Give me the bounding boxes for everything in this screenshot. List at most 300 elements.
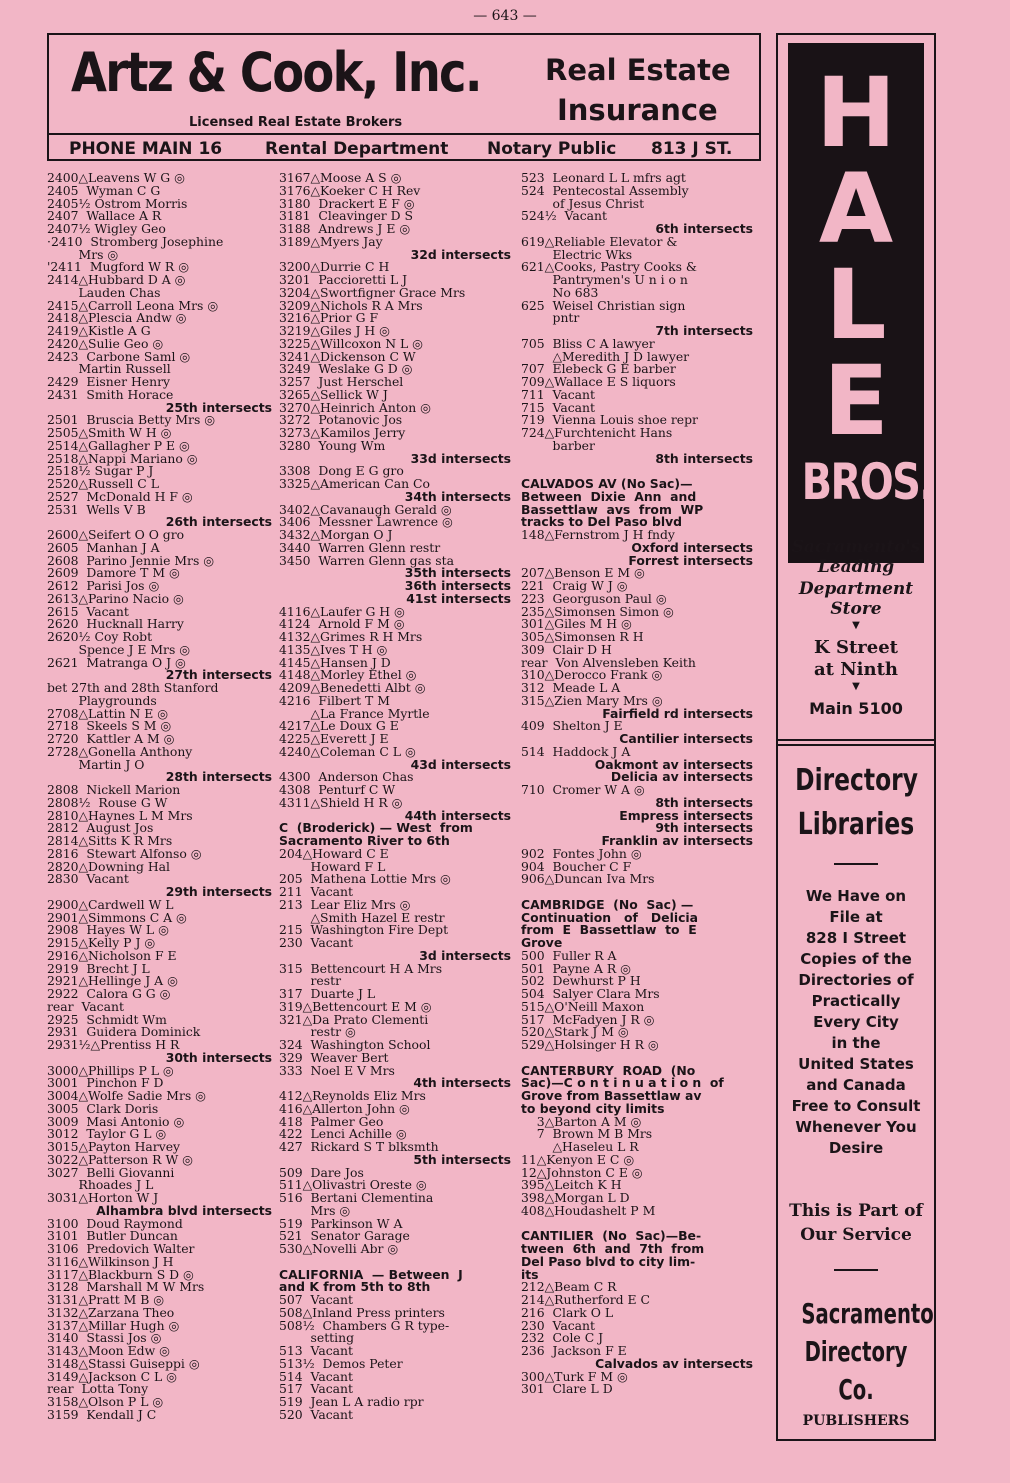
- directory-entry: 514 Vacant: [279, 1368, 354, 1384]
- directory-entry: 3031△Horton W J: [47, 1190, 159, 1205]
- directory-entry: 2418△Plescia Andw ◎: [47, 310, 187, 326]
- directory-entry: 3432△Morgan O J: [279, 527, 393, 542]
- street-intersection: Empress intersects: [619, 807, 753, 823]
- directory-entry: 619△Reliable Elevator &: [521, 233, 678, 249]
- directory-entry: 511△Olivastri Oreste ◎: [279, 1177, 427, 1193]
- artz-phone: PHONE MAIN 16: [69, 139, 223, 159]
- directory-entry: 2501 Bruscia Betty Mrs ◎: [47, 412, 216, 428]
- directory-entry: 4145△Hansen J D: [279, 654, 391, 670]
- directory-entry: 2527 McDonald H F ◎: [47, 488, 193, 504]
- street-intersection: Franklin av intersects: [601, 833, 753, 848]
- directory-entry: 3225△Willcoxon N L ◎: [279, 335, 423, 351]
- directory-entry: 523 Leonard L L mfrs agt: [521, 170, 686, 185]
- dir-part-1: This is Part of: [789, 1201, 923, 1221]
- directory-entry: 11△Kenyon E C ◎: [521, 1151, 635, 1167]
- directory-entry: 2505△Smith W H ◎: [47, 425, 172, 440]
- street-heading: Bassettlaw avs from WP: [521, 501, 704, 517]
- directory-entry: 904 Boucher C F: [521, 858, 632, 874]
- directory-entry: 2810△Haynes L M Mrs: [47, 807, 193, 823]
- directory-entry: 3116△Wilkinson J H: [47, 1253, 174, 1269]
- directory-entry: 508△Inland Press printers: [279, 1304, 445, 1320]
- directory-entry: 2429 Eisner Henry: [47, 374, 170, 389]
- directory-entry: 235△Simonsen Simon ◎: [521, 603, 674, 619]
- directory-entry: No 683: [521, 284, 599, 300]
- street-heading: tween 6th and 7th from: [521, 1241, 705, 1256]
- directory-entry: 4209△Benedetti Albt ◎: [279, 680, 426, 695]
- artz-notary: Notary Public: [487, 139, 617, 159]
- street-heading: C (Broderick) — West from: [279, 820, 473, 836]
- directory-entry: 3273△Kamilos Jerry: [279, 425, 406, 440]
- directory-entry: 7 Brown M B Mrs: [521, 1126, 653, 1142]
- directory-entry: 3440 Warren Glenn restr: [279, 539, 441, 555]
- artz-address: 813 J ST.: [651, 139, 733, 159]
- artz-cook-name: Artz & Cook, Inc.: [71, 41, 481, 104]
- directory-entry: 724△Furchtenicht Hans: [521, 425, 673, 440]
- directory-entry: 2718 Skeels S M ◎: [47, 718, 172, 734]
- directory-entry: 310△Derocco Frank ◎: [521, 667, 663, 683]
- street-intersection: 4th intersects: [413, 1075, 511, 1091]
- street-heading: tracks to Del Paso blvd: [521, 514, 683, 530]
- directory-entry: restr ◎: [279, 1024, 356, 1040]
- directory-entry: 216 Clark O L: [521, 1304, 614, 1320]
- directory-entry: 504 Salyer Clara Mrs: [521, 986, 660, 1001]
- dir-title-1: Directory: [795, 763, 918, 798]
- directory-entry: 3143△Moon Edw ◎: [47, 1343, 170, 1358]
- directory-column-2: [279, 172, 511, 1422]
- street-intersection: 8th intersects: [655, 450, 753, 466]
- directory-entry: 398△Morgan L D: [521, 1190, 630, 1205]
- directory-entry: 148△Fernstrom J H fndy: [521, 527, 675, 542]
- directory-entry: 3012 Taylor G L ◎: [47, 1126, 167, 1142]
- directory-entry: 520△Stark J M ◎: [521, 1024, 629, 1040]
- hale-letter-h: H: [815, 57, 897, 169]
- directory-entry: 305△Simonsen R H: [521, 629, 644, 644]
- directory-entry: 395△Leitch K H: [521, 1177, 622, 1193]
- directory-entry: 2931 Guidera Dominick: [47, 1024, 201, 1040]
- directory-entry: 513½ Demos Peter: [279, 1355, 403, 1371]
- directory-entry: △Haseleu L R: [521, 1139, 639, 1154]
- directory-entry: 515△O'Neill Maxon: [521, 998, 645, 1014]
- directory-entry: 321△Da Prato Clementi: [279, 1011, 429, 1027]
- street-heading: Grove from Bassettlaw av: [521, 1088, 702, 1103]
- directory-entry: rear Lotta Tony: [47, 1381, 149, 1397]
- directory-entry: 514 Haddock J A: [521, 743, 631, 759]
- directory-entry: △La France Myrtle: [279, 705, 430, 721]
- directory-entry: Spence J E Mrs ◎: [47, 641, 191, 657]
- directory-entry: 2620½ Coy Robt: [47, 629, 153, 644]
- hale-phone: Main 5100: [809, 699, 903, 718]
- directory-entry: 524 Pentecostal Assembly: [521, 182, 689, 198]
- directory-column-1: [47, 172, 272, 1422]
- directory-entry: 12△Johnston C E ◎: [521, 1164, 643, 1180]
- directory-entry: 4300 Anderson Chas: [279, 769, 414, 785]
- directory-entry: 207△Benson E M ◎: [521, 565, 645, 581]
- directory-entry: 709△Wallace E S liquors: [521, 374, 676, 389]
- dir-body-line: Whenever You: [795, 1118, 917, 1136]
- directory-entry: 2407½ Wigley Geo: [47, 221, 166, 236]
- street-intersection: Fairfield rd intersects: [602, 705, 753, 721]
- directory-entry: 3265△Sellick W J: [279, 386, 388, 402]
- directory-entry: 501 Payne A R ◎: [521, 960, 631, 976]
- directory-entry: setting: [279, 1330, 355, 1346]
- directory-entry: 509 Dare Jos: [279, 1164, 364, 1180]
- directory-entry: 3005 Clark Doris: [47, 1100, 159, 1116]
- directory-entry: 409 Shelton J E: [521, 718, 623, 734]
- artz-insurance: Insurance: [557, 93, 718, 127]
- directory-entry: △Meredith J D lawyer: [521, 348, 690, 364]
- directory-entry: Mrs ◎: [47, 246, 119, 262]
- page-number: — 643 —: [473, 8, 537, 24]
- directory-entry: 2808 Nickell Marion: [47, 782, 181, 797]
- street-intersection: 7th intersects: [655, 323, 753, 338]
- street-intersection: Cantilier intersects: [619, 731, 753, 746]
- directory-entry: 3176△Koeker C H Rev: [279, 182, 421, 198]
- directory-entry: 3148△Stassi Guiseppi ◎: [47, 1355, 200, 1371]
- directory-entry: 215 Washington Fire Dept: [279, 922, 449, 938]
- directory-entry: 4240△Coleman C L ◎: [279, 743, 416, 759]
- street-intersection: Calvados av intersects: [595, 1355, 753, 1371]
- directory-column-3: [521, 172, 753, 1396]
- dir-body-line: We Have on: [805, 887, 907, 905]
- directory-entry: 2400△Leavens W G ◎: [47, 170, 185, 185]
- dir-dash-1: [834, 863, 878, 865]
- directory-entry: 3131△Pratt M B ◎: [47, 1292, 165, 1307]
- directory-entry: 4148△Morley Ethel ◎: [279, 667, 417, 683]
- directory-entry: 2420△Sulie Geo ◎: [47, 335, 164, 351]
- directory-entry: 3101 Butler Duncan: [47, 1228, 178, 1244]
- directory-entry: 3159 Kendall J C: [47, 1406, 157, 1422]
- directory-entry: 3015△Payton Harvey: [47, 1139, 181, 1154]
- dir-body-line: United States: [798, 1055, 914, 1073]
- directory-entry: 2915△Kelly P J ◎: [47, 935, 156, 950]
- directory-entry: 3009 Masi Antonio ◎: [47, 1113, 185, 1129]
- directory-entry: 3241△Dickenson C W: [279, 348, 416, 364]
- directory-entry: of Jesus Christ: [521, 195, 645, 211]
- street-heading: CALVADOS AV (No Sac)—: [521, 476, 693, 491]
- directory-entry: 2922 Calora G G ◎: [47, 986, 171, 1001]
- directory-entry: Pantrymen's U n i o n: [521, 272, 688, 287]
- directory-entry: 2518△Nappi Mariano ◎: [47, 450, 198, 466]
- directory-entry: 2820△Downing Hal: [47, 858, 171, 874]
- street-intersection: 3d intersects: [419, 947, 511, 963]
- directory-entry: 427 Rickard S T blksmth: [279, 1139, 439, 1154]
- street-intersection: 28th intersects: [165, 769, 272, 785]
- directory-entry: 2531 Wells V B: [47, 501, 146, 517]
- directory-entry: 2605 Manhan J A: [47, 539, 160, 555]
- directory-entry: 422 Lenci Achille ◎: [279, 1126, 407, 1142]
- directory-entry: 3325△American Can Co: [279, 476, 430, 491]
- hale-triangle-2: ▼: [852, 681, 860, 692]
- directory-entry: 2916△Nicholson F E: [47, 947, 177, 963]
- directory-entry: 2919 Brecht J L: [47, 960, 150, 976]
- directory-libraries-advertisement: [776, 739, 936, 1441]
- directory-entry: pntr: [521, 310, 580, 326]
- directory-entry: 329 Weaver Bert: [279, 1049, 389, 1065]
- artz-cook-advertisement: [47, 33, 761, 161]
- directory-entry: 2816 Stewart Alfonso ◎: [47, 845, 202, 861]
- dir-body-line: in the: [831, 1034, 881, 1052]
- directory-entry: Martin J O: [47, 756, 145, 772]
- directory-entry: 412△Reynolds Eliz Mrs: [279, 1088, 426, 1103]
- directory-entry: Rhoades J L: [47, 1177, 154, 1193]
- directory-entry: 517 McFadyen J R ◎: [521, 1011, 655, 1027]
- directory-entry: 2830 Vacant: [47, 871, 129, 887]
- directory-entry: 4135△Ives T H ◎: [279, 641, 388, 657]
- directory-entry: 3209△Nichols R A Mrs: [279, 297, 423, 313]
- dir-body-line: Free to Consult: [791, 1097, 921, 1115]
- directory-entry: 519 Jean L A radio rpr: [279, 1394, 424, 1409]
- directory-entry: 301 Clare L D: [521, 1381, 613, 1397]
- dir-body-line: File at: [829, 908, 883, 926]
- street-intersection: 30th intersects: [165, 1049, 272, 1065]
- directory-entry: 4217△Le Doux G E: [279, 718, 399, 734]
- artz-rental: Rental Department: [265, 139, 449, 159]
- hale-bros-text: BROS.: [801, 453, 933, 511]
- directory-entry: Martin Russell: [47, 361, 171, 377]
- directory-entry: 223 Georguson Paul ◎: [521, 590, 667, 606]
- street-intersection: Delicia av intersects: [610, 769, 753, 785]
- dir-dash-2: [834, 1269, 878, 1271]
- directory-entry: 508½ Chambers G R type-: [279, 1317, 450, 1333]
- dir-body-line: Copies of the: [800, 950, 912, 968]
- artz-real-estate: Real Estate: [545, 53, 731, 87]
- directory-entry: Lauden Chas: [47, 284, 161, 300]
- street-heading: Continuation of Delicia: [521, 909, 699, 925]
- directory-entry: 3180 Drackert E F ◎: [279, 195, 415, 211]
- street-heading: its: [521, 1266, 539, 1282]
- directory-entry: bet 27th and 28th Stanford: [47, 680, 219, 695]
- directory-entry: 3100 Doud Raymond: [47, 1215, 183, 1231]
- dir-publishers: PUBLISHERS: [802, 1413, 910, 1429]
- directory-entry: 3△Barton A M ◎: [521, 1113, 642, 1129]
- hale-triangle-1: ▼: [852, 620, 860, 631]
- street-heading: Between Dixie Ann and: [521, 488, 697, 504]
- directory-entry: 232 Cole C J: [521, 1330, 604, 1346]
- directory-entry: 2720 Kattler A M ◎: [47, 731, 175, 746]
- directory-entry: △Smith Hazel E restr: [279, 909, 445, 925]
- directory-entry: 3200△Durrie C H: [279, 259, 390, 275]
- directory-entry: 715 Vacant: [521, 399, 596, 415]
- directory-entry: 3272 Potanovic Jos: [279, 412, 403, 428]
- directory-entry: 300△Turk F M ◎: [521, 1368, 628, 1384]
- street-heading: Del Paso blvd to city lim-: [521, 1253, 696, 1269]
- directory-entry: restr: [279, 973, 342, 989]
- directory-entry: 4116△Laufer G H ◎: [279, 603, 405, 619]
- directory-entry: 4132△Grimes R H Mrs: [279, 629, 423, 644]
- street-heading: from E Bassettlaw to E: [521, 922, 697, 938]
- directory-entry: 530△Novelli Abr ◎: [279, 1241, 399, 1256]
- directory-entry: 3204△Swortfigner Grace Mrs: [279, 284, 466, 300]
- directory-entry: 2812 August Jos: [47, 820, 154, 836]
- directory-entry: 333 Noel E V Mrs: [279, 1062, 395, 1078]
- hale-tagline-1: Sacramento's: [791, 537, 921, 557]
- directory-entry: 2608 Parino Jennie Mrs ◎: [47, 552, 215, 568]
- directory-entry: 309 Clair D H: [521, 641, 612, 657]
- street-intersection: 41st intersects: [406, 590, 511, 606]
- directory-entry: 2405½ Ostrom Morris: [47, 195, 188, 211]
- directory-entry: 711 Vacant: [521, 386, 596, 402]
- street-intersection: 27th intersects: [165, 667, 272, 683]
- street-intersection: 35th intersects: [404, 565, 511, 581]
- directory-entry: 3022△Patterson R W ◎: [47, 1151, 193, 1167]
- directory-entry: 2419△Kistle A G: [47, 323, 151, 338]
- directory-entry: 408△Houdashelt P M: [521, 1202, 656, 1218]
- directory-entry: 2900△Cardwell W L: [47, 896, 174, 912]
- directory-entry: 3181 Cleavinger D S: [279, 208, 414, 224]
- directory-entry: barber: [521, 437, 595, 453]
- directory-entry: 3406 Messner Lawrence ◎: [279, 514, 453, 530]
- directory-entry: 2931½△Prentiss H R: [47, 1037, 180, 1052]
- directory-entry: 2518½ Sugar P J: [47, 463, 154, 479]
- directory-entry: 2921△Hellinge J A ◎: [47, 973, 178, 989]
- hale-letter-l: L: [825, 249, 887, 361]
- directory-entry: 2407 Wallace A R: [47, 208, 162, 224]
- directory-entry: 4124 Arnold F M ◎: [279, 616, 405, 632]
- directory-entry: 3117△Blackburn S D ◎: [47, 1266, 194, 1282]
- directory-entry: 317 Duarte J L: [279, 986, 376, 1001]
- directory-entry: 516 Bertani Clementina: [279, 1190, 434, 1205]
- directory-entry: 2612 Parisi Jos ◎: [47, 578, 160, 593]
- directory-entry: 416△Allerton John ◎: [279, 1100, 410, 1116]
- hale-tagline-3: Department: [798, 579, 914, 599]
- street-intersection: 43d intersects: [410, 756, 511, 772]
- street-intersection: 29th intersects: [165, 884, 272, 899]
- directory-entry: 707 Elebeck G E barber: [521, 361, 676, 377]
- directory-entry: 507 Vacant: [279, 1292, 354, 1307]
- directory-entry: Electric Wks: [521, 246, 633, 262]
- dir-body-line: and Canada: [806, 1076, 906, 1094]
- artz-divider: [49, 133, 759, 135]
- directory-entry: 2728△Gonella Anthony: [47, 743, 193, 759]
- directory-entry: 205 Mathena Lottie Mrs ◎: [279, 871, 451, 887]
- directory-entry: 4308 Penturf C W: [279, 782, 396, 797]
- dir-part-2: Our Service: [800, 1225, 912, 1245]
- street-intersection: 26th intersects: [165, 514, 272, 530]
- directory-entry: 2414△Hubbard D A ◎: [47, 272, 186, 287]
- directory-entry: 3132△Zarzana Theo: [47, 1304, 175, 1320]
- directory-entry: 3450 Warren Glenn gas sta: [279, 552, 454, 568]
- street-intersection: 36th intersects: [404, 578, 511, 593]
- dir-company-1: Sacramento: [801, 1297, 934, 1330]
- directory-entry: 3167△Moose A S ◎: [279, 170, 402, 185]
- directory-entry: 529△Holsinger H R ◎: [521, 1037, 659, 1052]
- street-heading: CAMBRIDGE (No Sac) —: [521, 896, 694, 912]
- directory-entry: 502 Dewhurst P H: [521, 973, 641, 989]
- directory-entry: 324 Washington School: [279, 1037, 431, 1052]
- directory-entry: 520 Vacant: [279, 1406, 354, 1422]
- street-heading: to beyond city limits: [521, 1100, 665, 1116]
- street-heading: Sacramento River to 6th: [279, 833, 450, 848]
- hale-letter-a: A: [818, 153, 894, 265]
- dir-company-3: Co.: [838, 1373, 874, 1406]
- artz-licensed-line: Licensed Real Estate Brokers: [189, 115, 403, 130]
- directory-entry: 710 Cromer W A ◎: [521, 782, 645, 797]
- hale-street-2: at Ninth: [813, 659, 899, 680]
- directory-entry: 230 Vacant: [521, 1317, 596, 1333]
- street-heading: CANTERBURY ROAD (No: [521, 1062, 696, 1078]
- directory-entry: 3188 Andrews J E ◎: [279, 221, 411, 236]
- directory-entry: 2520△Russell C L: [47, 476, 159, 491]
- directory-entry: 521 Senator Garage: [279, 1228, 410, 1244]
- directory-entry: 4311△Shield H R ◎: [279, 794, 403, 810]
- directory-entry: 517 Vacant: [279, 1381, 354, 1397]
- directory-entry: 3270△Heinrich Anton ◎: [279, 399, 431, 415]
- dir-body-line: Directories of: [798, 971, 914, 989]
- directory-entry: 3000△Phillips P L ◎: [47, 1062, 174, 1078]
- directory-entry: 500 Fuller R A: [521, 947, 617, 963]
- directory-entry: 212△Beam C R: [521, 1279, 617, 1295]
- directory-entry: 2621 Matranga O J ◎: [47, 654, 186, 670]
- directory-entry: 2405 Wyman C G: [47, 182, 161, 198]
- directory-entry: 4216 Filbert T M: [279, 692, 390, 708]
- hale-letter-e: E: [823, 345, 889, 457]
- directory-entry: 3149△Jackson C L ◎: [47, 1368, 177, 1384]
- street-intersection: 8th intersects: [655, 794, 753, 810]
- directory-entry: 3140 Stassi Jos ◎: [47, 1330, 162, 1346]
- directory-entry: 2708△Lattin N E ◎: [47, 705, 169, 721]
- directory-entry: 3280 Young Wm: [279, 437, 386, 453]
- street-intersection: 5th intersects: [413, 1151, 511, 1167]
- street-intersection: 6th intersects: [655, 221, 753, 236]
- directory-entry: 3128 Marshall M W Mrs: [47, 1279, 205, 1295]
- directory-entry: 2613△Parino Nacio ◎: [47, 590, 184, 606]
- street-heading: CALIFORNIA — Between J: [279, 1266, 463, 1282]
- directory-entry: 2423 Carbone Saml ◎: [47, 348, 191, 364]
- directory-entry: 2908 Hayes W L ◎: [47, 922, 169, 938]
- directory-entry: 319△Bettencourt E M ◎: [279, 998, 432, 1014]
- directory-entry: 3189△Myers Jay: [279, 233, 383, 249]
- directory-entry: 315△Zien Mary Mrs ◎: [521, 692, 663, 708]
- street-intersection: Forrest intersects: [628, 552, 753, 568]
- hale-tagline-2: Leading: [817, 557, 895, 577]
- directory-entry: 513 Vacant: [279, 1343, 354, 1358]
- directory-entry: 3216△Prior G F: [279, 310, 379, 326]
- directory-entry: 3027 Belli Giovanni: [47, 1164, 175, 1180]
- directory-entry: 621△Cooks, Pastry Cooks &: [521, 259, 697, 275]
- directory-entry: 3001 Pinchon F D: [47, 1075, 164, 1091]
- directory-entry: 213 Lear Eliz Mrs ◎: [279, 896, 411, 912]
- street-heading: Grove: [521, 935, 563, 950]
- directory-entry: Howard F L: [279, 858, 386, 874]
- directory-entry: 315 Bettencourt H A Mrs: [279, 960, 443, 976]
- directory-entry: 3219△Giles J H ◎: [279, 323, 390, 338]
- directory-entry: 221 Craig W J ◎: [521, 578, 628, 593]
- directory-entry: rear Vacant: [47, 998, 124, 1014]
- directory-entry: 524½ Vacant: [521, 208, 608, 224]
- dir-body-line: Desire: [828, 1139, 884, 1157]
- street-intersection: Oakmont av intersects: [594, 756, 753, 772]
- directory-entry: 301△Giles M H ◎: [521, 616, 632, 632]
- directory-entry: 719 Vienna Louis shoe repr: [521, 412, 698, 428]
- directory-entry: 204△Howard C E: [279, 845, 389, 861]
- dir-body-line: Practically: [811, 992, 901, 1010]
- street-intersection: Oxford intersects: [631, 539, 753, 555]
- directory-entry: 519 Parkinson W A: [279, 1215, 403, 1231]
- directory-entry: 3249 Weslake G D ◎: [279, 361, 413, 377]
- hale-street-1: K Street: [814, 637, 898, 658]
- directory-entry: Playgrounds: [47, 692, 157, 708]
- directory-entry: 3308 Dong E G gro: [279, 463, 404, 479]
- street-intersection: 33d intersects: [410, 450, 511, 466]
- directory-entry: '2411 Mugford W R ◎: [47, 259, 190, 275]
- directory-entry: 705 Bliss C A lawyer: [521, 335, 655, 351]
- street-intersection: 9th intersects: [655, 820, 753, 836]
- street-intersection: 34th intersects: [404, 488, 511, 504]
- directory-entry: 2609 Damore T M ◎: [47, 565, 180, 581]
- directory-entry: 2514△Gallagher P E ◎: [47, 437, 190, 453]
- street-intersection: Alhambra blvd intersects: [96, 1202, 272, 1218]
- directory-entry: 3137△Millar Hugh ◎: [47, 1317, 180, 1333]
